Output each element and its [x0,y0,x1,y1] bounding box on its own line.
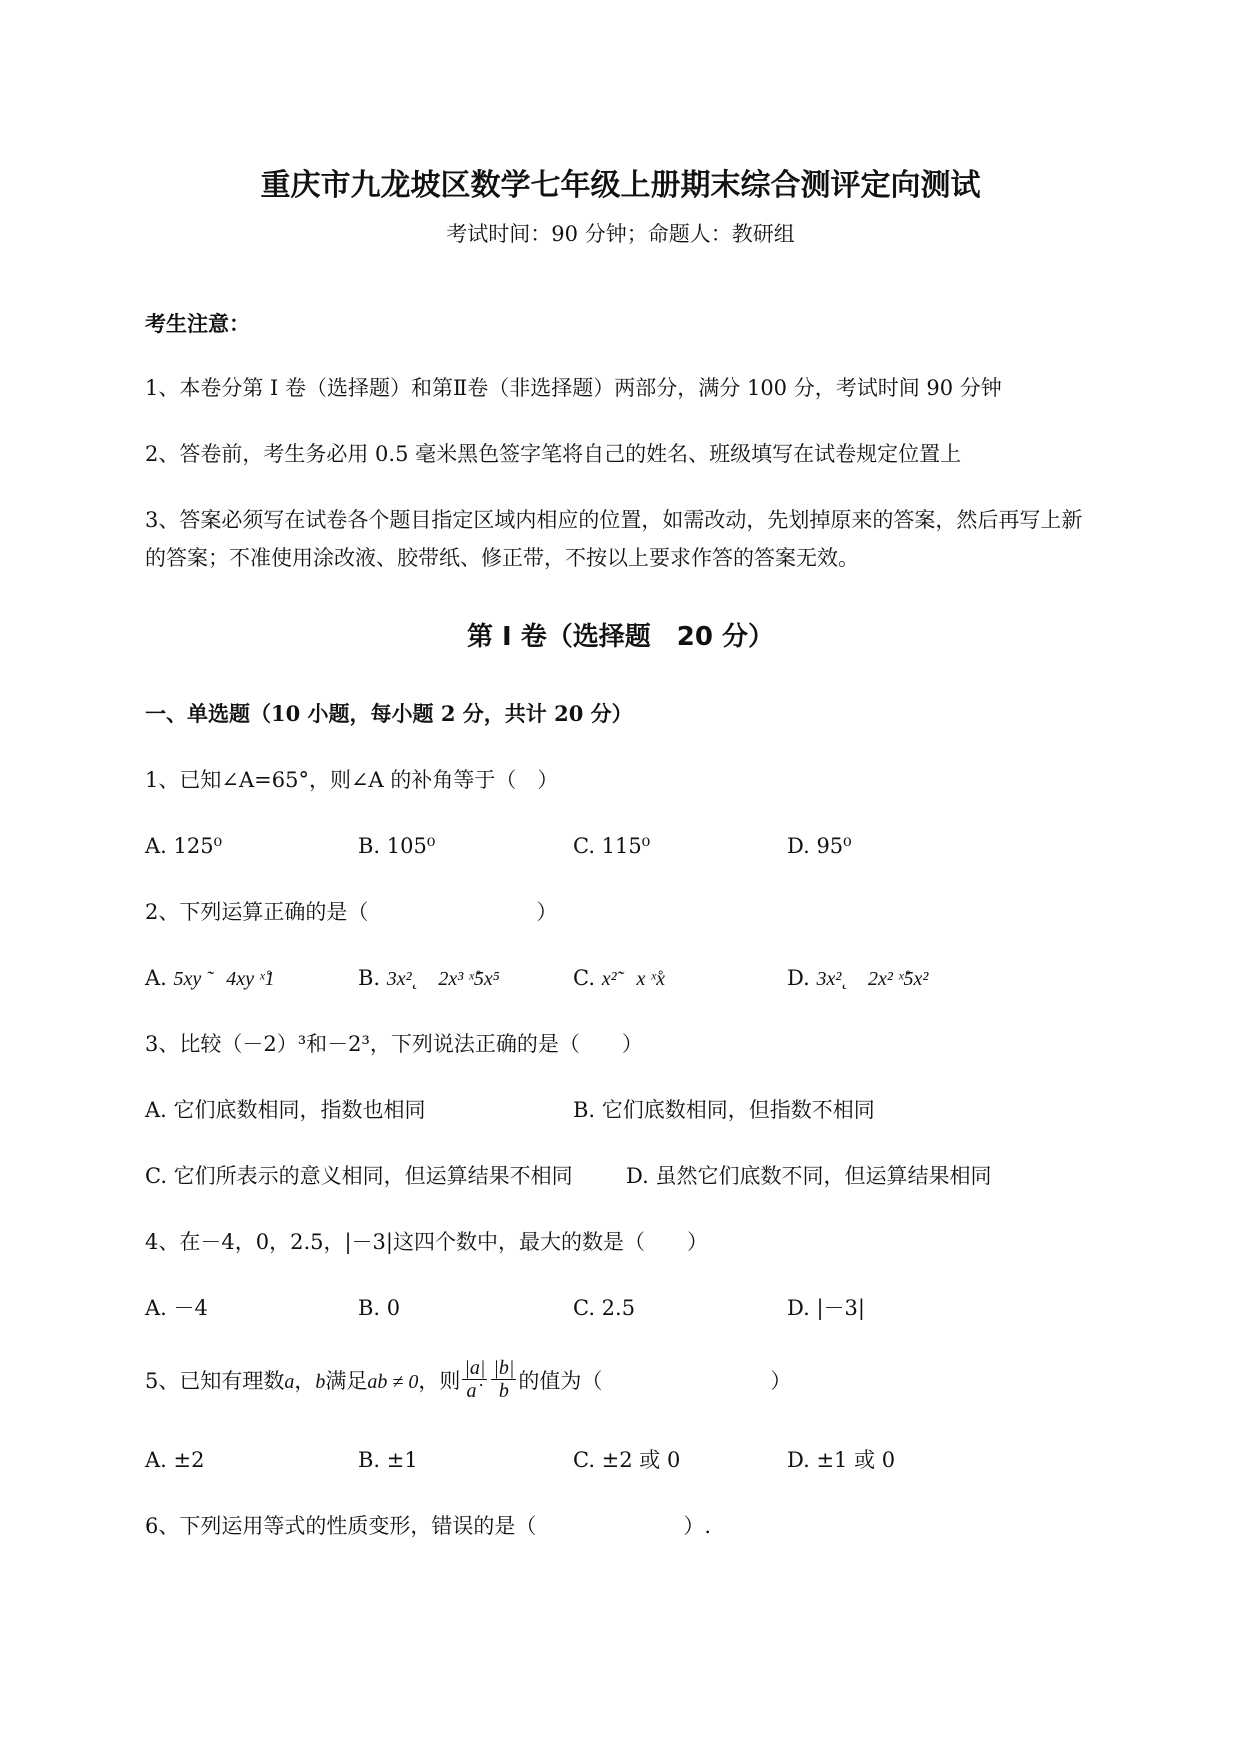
fraction-numerator: |b| [493,1357,515,1379]
notice-item-1: 1、本卷分第 I 卷（选择题）和第Ⅱ卷（非选择题）两部分，满分 100 分，考试时间 90 分钟 [145,376,1002,400]
var-a: a [284,1371,295,1393]
exam-info: 考试时间：90 分钟；命题人：教研组 [446,222,795,246]
option-label: C. [573,966,595,990]
question-1-option-c: C. 115⁰ [573,834,651,858]
question-4-option-a: A. －4 [145,1296,208,1320]
question-2-option-c [573,964,665,993]
question-3-option-a: A. 它们底数相同，指数也相同 [145,1098,426,1122]
question-5-option-b: B. ±1 [358,1448,418,1472]
section-title: 第 I 卷（选择题 20 分） [466,622,774,652]
question-2-option-d [787,964,928,993]
stem-text: ，则 [418,1369,461,1393]
question-5-option-c: C. ±2 或 0 [573,1448,681,1472]
fraction-denominator: a˙ [466,1380,484,1402]
notice-heading: 考生注意： [145,311,250,336]
part-heading: 一、单选题（10 小题，每小题 2 分，共计 20 分） [145,701,633,726]
question-1-option-a: A. 125⁰ [145,834,223,858]
stem-text: 5、已知有理数 [145,1369,285,1393]
question-1-option-b: B. 105⁰ [358,834,436,858]
option-label: B. [358,966,381,990]
option-math: x²̃ x ˣ̊x [601,968,665,990]
question-2-option-a [145,964,275,993]
question-4-option-d: D. |－3| [787,1296,865,1320]
option-math: 5xy ̃ 4xy ˣ̊1 [173,968,275,990]
fraction-abs-a-over-a [462,1357,487,1402]
page-title: 重庆市九龙坡区数学七年级上册期末综合测评定向测试 [260,168,981,203]
question-5-stem [145,1357,792,1405]
fraction-numerator: |a| [464,1357,486,1379]
question-2-option-b [358,964,500,993]
question-3-stem: 3、比较（－2）³和－2³，下列说法正确的是（ ） [145,1032,643,1056]
question-3-option-c: C. 它们所表示的意义相同，但运算结果不相同 [145,1164,573,1188]
option-label: A. [145,966,167,990]
question-6-stem: 6、下列运用等式的性质变形，错误的是（ ）. [145,1514,712,1538]
stem-comma: ， [294,1369,316,1393]
condition-math: ab ≠ 0 [367,1371,419,1393]
question-3-option-b: B. 它们底数相同，但指数不相同 [573,1098,875,1122]
question-1-option-d: D. 95⁰ [787,834,852,858]
question-4-stem: 4、在－4，0，2.5，|－3|这四个数中，最大的数是（ ） [145,1230,708,1254]
notice-item-2: 2、答卷前，考生务必用 0.5 毫米黑色签字笔将自己的姓名、班级填写在试卷规定位置上 [145,442,962,466]
question-5-option-a: A. ±2 [145,1448,205,1472]
question-5-option-d: D. ±1 或 0 [787,1448,896,1472]
option-math: 3x²˛ 2x³ ˣ̊5x⁵ [386,968,500,990]
question-4-option-b: B. 0 [358,1296,401,1320]
notice-item-3-cont: 的答案；不准使用涂改液、胶带纸、修正带，不按以上要求作答的答案无效。 [145,546,859,570]
stem-text: 的值为（ ） [518,1369,792,1393]
question-2-stem: 2、下列运算正确的是（ ） [145,900,558,924]
option-math: 3x²˛ 2x² ˣ̊5x² [816,968,929,990]
question-4-option-c: C. 2.5 [573,1296,636,1320]
question-3-option-d: D. 虽然它们底数不同，但运算结果相同 [626,1164,992,1188]
question-1-stem: 1、已知∠A=65°，则∠A 的补角等于（ ） [145,768,559,792]
option-label: D. [787,966,810,990]
fraction-denominator: b [498,1380,509,1402]
fraction-abs-b-over-b [491,1357,516,1402]
var-b: b [315,1371,326,1393]
stem-text: 满足 [325,1369,368,1393]
notice-item-3: 3、答案必须写在试卷各个题目指定区域内相应的位置，如需改动，先划掉原来的答案，然后再写上新 [145,508,1083,532]
